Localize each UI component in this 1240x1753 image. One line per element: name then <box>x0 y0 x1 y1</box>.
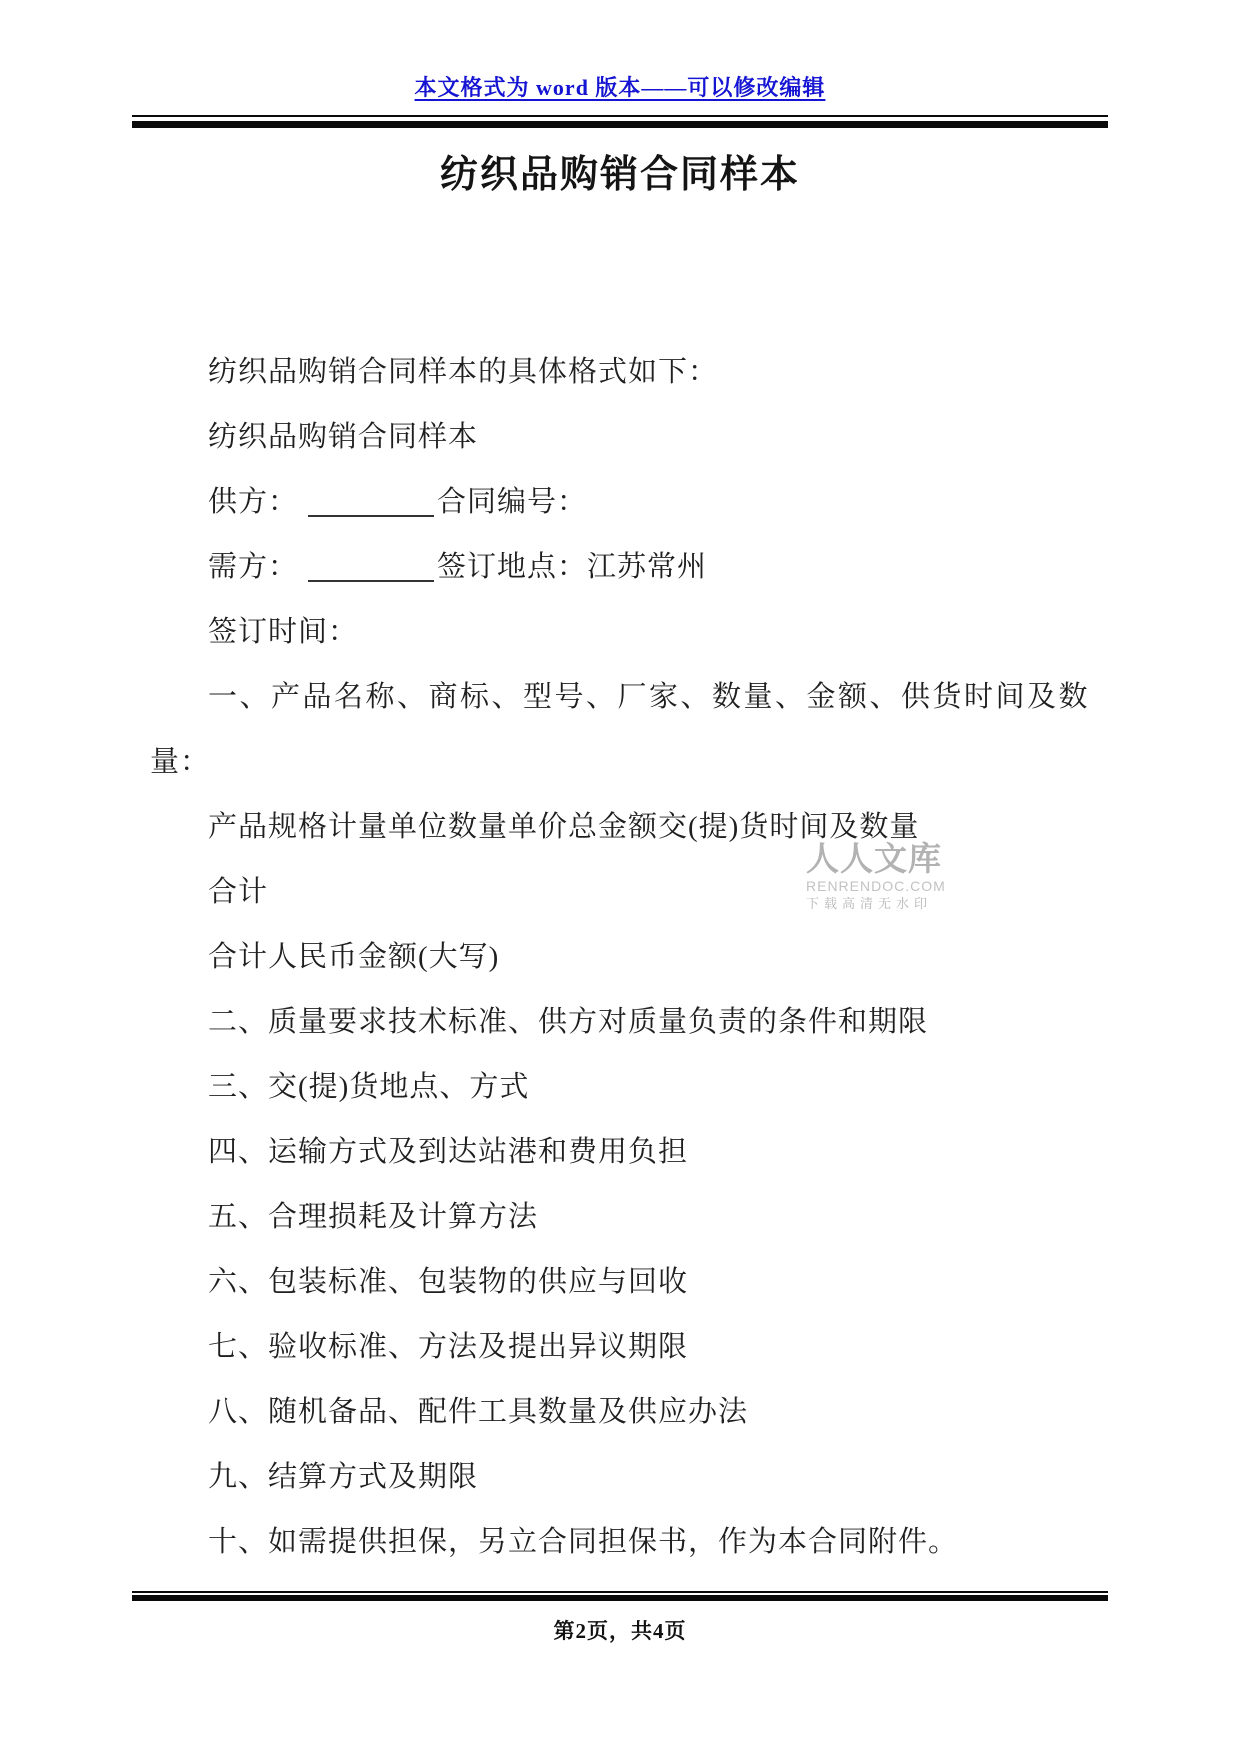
body-line: 六、包装标准、包装物的供应与回收 <box>208 1266 689 1298</box>
blank-line-prefix: 供方： <box>208 486 299 518</box>
header-rule <box>132 115 1108 128</box>
body-line: 一、产品名称、商标、型号、厂家、数量、金额、供货时间及数 <box>208 681 1091 713</box>
body-line: 二、质量要求技术标准、供方对质量负责的条件和期限 <box>208 1006 929 1038</box>
body-line: 签订时间： <box>208 616 359 648</box>
body-line: 纺织品购销合同样本的具体格式如下： <box>208 356 719 388</box>
watermark-brand: 人人文库 <box>806 842 942 878</box>
watermark <box>806 842 946 912</box>
body-line: 合计 <box>208 876 269 908</box>
footer-rule <box>132 1591 1108 1601</box>
header-notice: 本文格式为 word 版本——可以修改编辑 <box>414 75 826 100</box>
body-line: 量： <box>150 746 211 778</box>
body-line: 三、交(提)货地点、方式 <box>208 1071 530 1103</box>
body-line: 产品规格计量单位数量单价总金额交(提)货时间及数量 <box>208 811 920 843</box>
blank-underline <box>308 580 434 582</box>
body-line: 纺织品购销合同样本 <box>208 421 479 453</box>
blank-underline <box>308 515 434 517</box>
blank-line-suffix: 签订地点：江苏常州 <box>437 551 708 583</box>
body-line <box>150 535 1098 600</box>
blank-line-suffix: 合同编号： <box>437 486 588 518</box>
body-line: 七、验收标准、方法及提出异议期限 <box>208 1331 689 1363</box>
body-line: 四、运输方式及到达站港和费用负担 <box>208 1136 689 1168</box>
body-line: 十、如需提供担保，另立合同担保书，作为本合同附件。 <box>208 1526 959 1558</box>
watermark-domain: RENRENDOC.COM <box>806 878 946 894</box>
body-line <box>150 470 1098 535</box>
body-lines <box>150 340 1098 1575</box>
footer-page-number: 第2页，共4页 <box>553 1619 687 1643</box>
page-title: 纺织品购销合同样本 <box>439 154 800 196</box>
blank-line-prefix: 需方： <box>208 551 299 583</box>
body-line: 五、合理损耗及计算方法 <box>208 1201 539 1233</box>
watermark-tagline: 下载高清无水印 <box>806 896 933 911</box>
body-line: 合计人民币金额(大写) <box>208 941 500 973</box>
body-line: 九、结算方式及期限 <box>208 1461 479 1493</box>
body-line: 八、随机备品、配件工具数量及供应办法 <box>208 1396 749 1428</box>
